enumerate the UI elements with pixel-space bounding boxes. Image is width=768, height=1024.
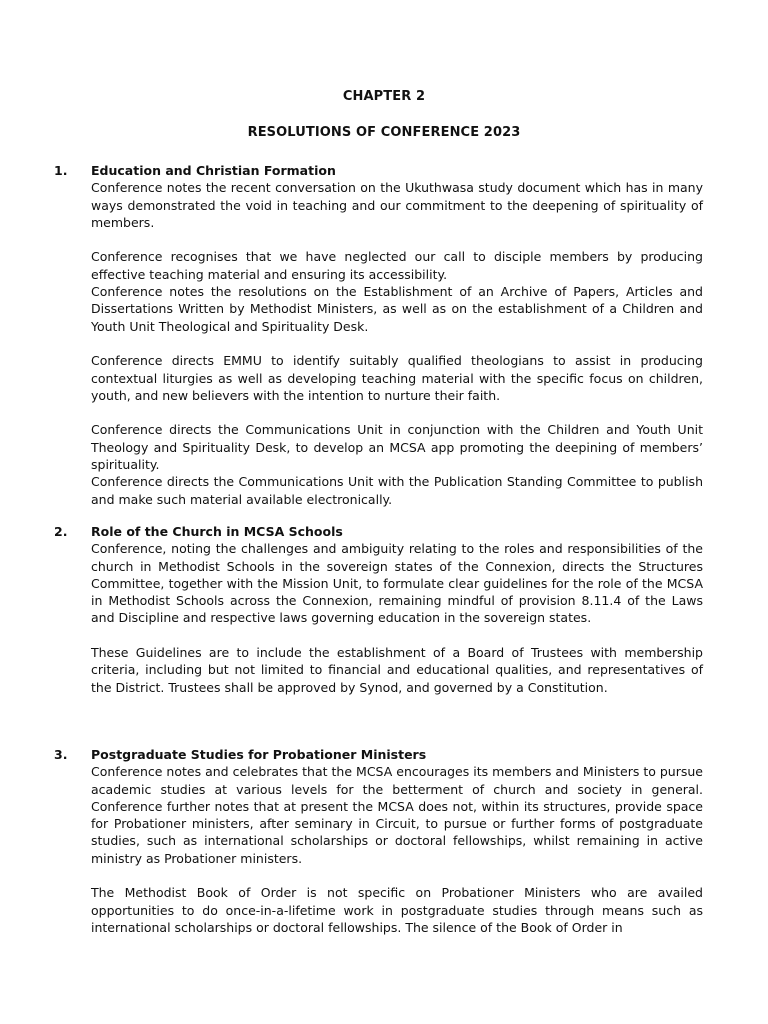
section-body — [91, 162, 703, 508]
section-body — [91, 746, 703, 936]
paragraph: Conference notes the recent conversation on the Ukuthwasa study document which has in many ways demonstrated the void in teaching and our commitment to the deepening of spirituality of members. — [91, 180, 703, 230]
paragraph: Conference notes the resolutions on the Establishment of an Archive of Papers, Articles and Dissertations Written by Methodist Ministers, as well as on the establishment of a Children and Youth Unit Theological and Spirituality Desk. — [91, 284, 703, 334]
section-body — [91, 523, 703, 696]
chapter-heading: CHAPTER 2 — [342, 89, 426, 104]
paragraph: These Guidelines are to include the establishment of a Board of Trustees with membership criteria, including but not limited to financial and educational qualities, and representatives of the District. Trustees shall be approved by Synod, and governed by a Constitution. — [91, 645, 703, 695]
section-number: 1. — [54, 163, 68, 178]
section-heading: Education and Christian Formation — [91, 163, 336, 178]
paragraph: Conference directs EMMU to identify suitably qualified theologians to assist in producing contextual liturgies as well as developing teaching material with the specific focus on children, youth, and new believers with the intention to nurture their faith. — [91, 353, 703, 403]
section-number: 2. — [54, 524, 68, 539]
section-number: 3. — [54, 747, 68, 762]
section-heading: Role of the Church in MCSA Schools — [91, 524, 343, 539]
paragraph: Conference, noting the challenges and ambiguity relating to the roles and responsibilities of the church in Methodist Schools in the sovereign states of the Connexion, directs the Structures Committee, together with the Mission Unit, to formulate clear guidelines for the role of the MCSA in Methodist Schools across the Connexion, remaining mindful of provision 8.11.4 of the Laws and Discipline and respective laws governing education in the sovereign states. — [91, 541, 703, 626]
document-title: RESOLUTIONS OF CONFERENCE 2023 — [247, 125, 521, 140]
paragraph: Conference recognises that we have neglected our call to disciple members by producing effective teaching material and ensuring its accessibility. — [91, 249, 703, 282]
paragraph: Conference directs the Communications Unit with the Publication Standing Committee to publish and make such material available electronically. — [91, 474, 703, 507]
paragraph: Conference notes and celebrates that the MCSA encourages its members and Ministers to pursue academic studies at various levels for the betterment of church and society in general. Conference further notes that at present the MCSA does not, within its structures, provide space for Probationer ministers, after seminary in Circuit, to pursue or further forms of postgraduate studies, such as international scholarships or doctoral fellowships, whilst remaining in active ministry as Probationer ministers. — [91, 764, 703, 866]
paragraph: Conference directs the Communications Unit in conjunction with the Children and Youth Unit Theology and Spirituality Desk, to develop an MCSA app promoting the deepining of members’ spirituality. — [91, 422, 703, 473]
section-heading: Postgraduate Studies for Probationer Ministers — [91, 747, 427, 762]
paragraph: The Methodist Book of Order is not specific on Probationer Ministers who are availed opportunities to do once-in-a-lifetime work in postgraduate studies through means such as international scholarships or doctoral fellowships. The silence of the Book of Order in — [91, 885, 703, 935]
